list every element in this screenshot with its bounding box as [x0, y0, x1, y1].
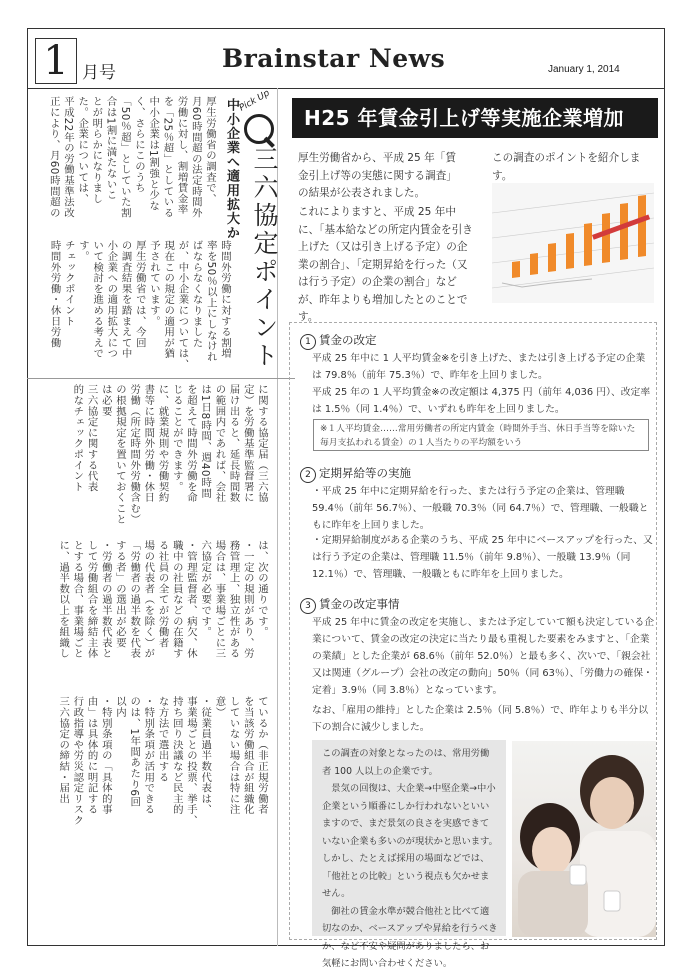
- article-column-1: 厚生労働省の調査で、 月60時間超の法定時間外 労働に対し、割増賃金率 を「25％超」としている 中小企業は1割強と少な く、さらにこのうち 「50％超」としていた割 合は1割に満たないこ とが明らかになりまし た。企業については、 平成22年の労働基準法改 正により、月60時間超の: [47, 96, 216, 219]
- section-1-paragraph-1: 平成 25 年中に 1 人平均賃金※を引き上げた、または引き上げる予定の企業は 79.8％（前年 75.3％）で、昨年を上回りました。: [312, 353, 646, 381]
- issue-date: January 1, 2014: [548, 64, 620, 75]
- article-headline: 三六協定ポイント: [250, 146, 279, 370]
- chart-photo-illustration: [492, 183, 654, 303]
- section-1-paragraph-2: 平成 25 年の 1 人平均賃金※の改定額は 4,375 円（前年 4,036 円）、改定率は 1.5％（同 1.4％）で、いずれも昨年を上回りました。: [312, 387, 651, 415]
- article-subheadline: 中小企業へ適用拡大か: [224, 98, 239, 240]
- section-3-paragraph-2: なお、「雇用の維持」とした企業は 2.5％（同 5.8％）で、昨年よりも半分以下の割合に減少しました。: [312, 705, 648, 733]
- consultation-box: [312, 740, 506, 969]
- intro-paragraph-2: これによりますと、平成 25 年中に、「基本給などの所定内賃金を引き上げた（又は引き上げる予定）の企業の割合」、「定期昇給を行った（又は行う予定）の企業の割合」などが、昨年よりも増加したとのことです。: [298, 206, 473, 323]
- section-2-title-text: 定期昇給等の実施: [319, 466, 411, 480]
- section-1-title: [300, 332, 377, 350]
- masthead-title: Brainstar News: [222, 44, 446, 73]
- section-2-title: [300, 465, 411, 483]
- issue-label: 月号: [82, 63, 116, 83]
- intro-paragraph-1: 厚生労働省から、平成 25 年「賃金引上げ等の実態に関する調査」の結果が公表されました。: [298, 152, 457, 199]
- article-column-5: ているか（非正規労働者 を当該労働組合が組織化 していない場合は特に注 意） ・従業員過半数代表は、 事業場ごとの投票、挙手、 持ち回り決議など民主的 な方法で選出する ・特別条項が活用できる のは、1年間あたり6回 以内 ・特別条項の「具体的事 由」は具体的に明記する 行政指導や労災認定リスク 三六協定の締結・届出: [57, 696, 268, 826]
- header-divider: [27, 88, 665, 89]
- section-3-number: 3: [300, 598, 316, 614]
- intro-paragraph-3: この調査のポイントを紹介します。: [492, 152, 641, 182]
- cta-paragraph-3: 御社の賃金水準が競合他社と比べて適切なのか、ベースアップや昇給を行うべきか、など不安や疑問がありましたら、お気軽にお問い合わせください。: [322, 905, 498, 969]
- section-2-paragraph-2: ・定期昇給制度がある企業のうち、平成 25 年中にベースアップを行った、又は行う予定の企業は、管理職 11.5％（前年 9.8％）、一般職 13.9％（同 12.1％）で、管理職、一般職ともに昨年を上回りました。: [312, 535, 653, 580]
- section-1-number: 1: [300, 334, 316, 350]
- women-with-cups-photo: [512, 741, 656, 937]
- issue-number: 1: [35, 38, 77, 84]
- article-column-4: は、次の通りです。 ・一定の規則があり、労 務管理上、独立性がある 場合は、事業場ごとに三 六協定が必要です。 ・管理監督者、病欠、休 職中の社員などの在籍す る社員の全てが労働者 場の代表者（を除く）が 「労働者の過半数を代表 する者」の選出が必要 ・労働者の過半数代表と して労働組合を締結主体 とする場合、事業場ごと に、過半数以上を組織し: [57, 540, 268, 659]
- section-1-note: ※１人平均賃金……常用労働者の所定内賃金（時間外手当、休日手当等を除いた毎月支払われる賃金）の１人当たりの平均額をいう: [313, 419, 649, 451]
- pickup-label: Pick Up: [237, 88, 272, 114]
- cta-paragraph-1: この調査の対象となったのは、常用労働者 100 人以上の企業です。: [322, 748, 490, 777]
- article-banner: H25 年賃金引上げ等実施企業増加: [292, 98, 658, 138]
- cta-paragraph-2: 景気の回復は、大企業→中堅企業→中小企業という順番にしか行われないといいますので、まだ景気の良さを実感できていない企業も多いのが現状かと思います。しかし、たとえば採用の場面などでは、「他社との比較」という視点も欠かせません。: [322, 783, 498, 899]
- section-2-paragraph-1: ・平成 25 年中に定期昇給を行った、または行う予定の企業は、管理職 59.4％（前年 56.7％）、一般職 70.3％（同 64.7％）で、管理職、一般職ともに昨年を上回りました。: [312, 486, 649, 531]
- bar-chart-photo: [492, 183, 654, 303]
- article-column-3: に関する協定届（三六協 定）を労働基準監督署に 届け出ると、延長時間数 の範囲内であれば、会社 は1日8時間、週40時間 を超えて時間外労働を命 じることができます。 に、就業規則や労働契約 書等に時間外労働・休日 労働（所定時間外労働含む） の根拠規定を置いておくことは必要 三六協定に関する代表 的なチェックポイント: [71, 384, 268, 525]
- section-1-title-text: 賃金の改定: [319, 333, 377, 347]
- pickup-magnifier-icon: [237, 88, 278, 146]
- section-2-number: 2: [300, 467, 316, 483]
- photo-illustration: [512, 741, 656, 937]
- article-column-2: 時間外労働に対する割増 率を50％以上にしなけれ ばならなくなりました が、中小企業については、 現在この規定の適用が猶 予されています。 厚生労働省では、今回 の調査結果を踏まえて中 小企業への適用拡大につ いて検討を進める考えで す。 チェックポイント 時間外労働・休日労働: [48, 240, 231, 370]
- article-row-divider: [27, 378, 295, 379]
- section-3-paragraph-1: 平成 25 年中に賃金の改定を実施し、または予定していて額も決定している企業について、賃金の改定の決定に当たり最も重視した要素をみますと、「企業の業績」とした企業が 68.6％（前年 52.0％）と最も多く、次いで、「親会社又は関連（グループ）会社の改定の動向」50％（同 63％）、「労働力の確保・定着」3.9％（同 3.8％）となっています。: [312, 617, 654, 696]
- section-3-title: [300, 596, 400, 614]
- section-3-title-text: 賃金の改定事情: [319, 597, 400, 611]
